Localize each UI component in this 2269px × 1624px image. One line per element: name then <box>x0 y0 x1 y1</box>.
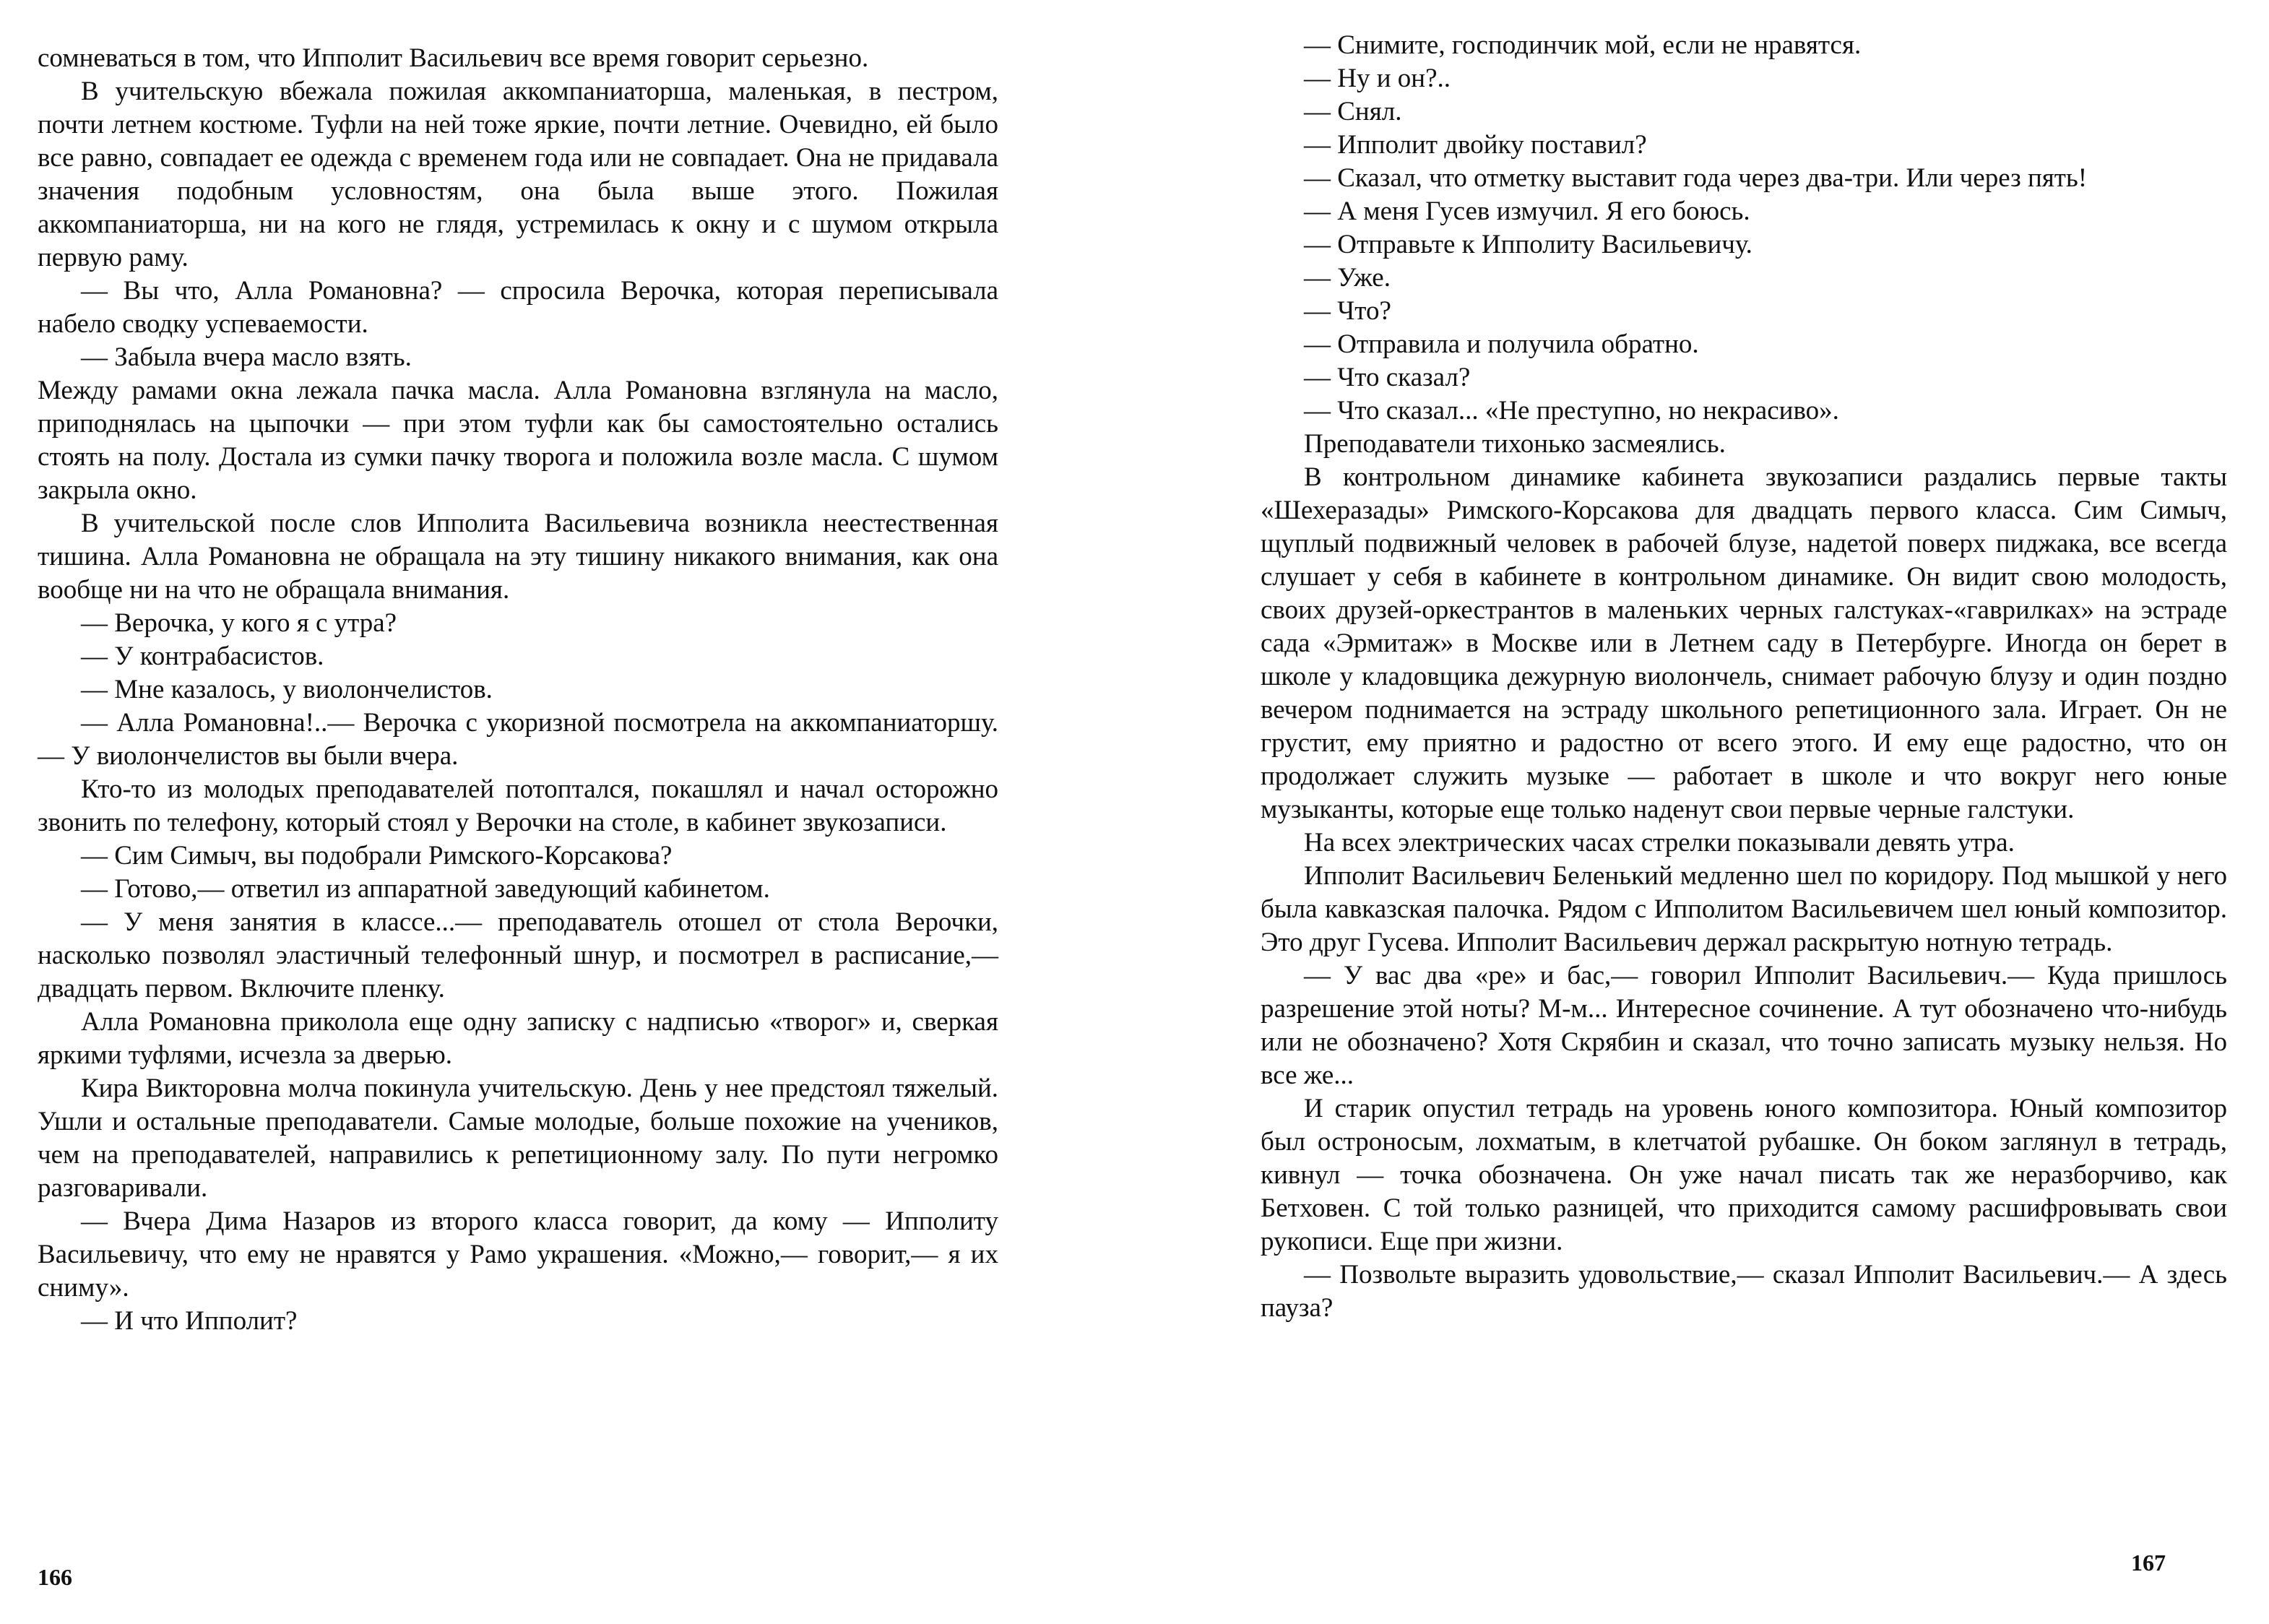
right-page-number: 167 <box>2131 1550 2166 1576</box>
paragraph: — Готово,— ответил из аппаратной заведующий кабинетом. <box>81 874 770 904</box>
right-page-text <box>1261 29 2227 1325</box>
paragraph: Преподаватели тихонько засмеялись. <box>1304 429 1726 459</box>
paragraph: — И что Ипполит? <box>81 1306 298 1336</box>
paragraph: И старик опустил тетрадь на уровень юного композитора. Юный композитор был остроносым, лохматым, в клетчатой рубашке. Он боком заглянул в тетрадь, кивнул — точка обозначена. Он уже начал писать так же неразборчиво, как Бетховен. С той только разницей, что приходится самому расшифровывать свои рукописи. Еще при жизни. <box>1261 1094 2227 1256</box>
paragraph: — Уже. <box>1304 263 1391 293</box>
paragraph: Кира Викторовна молча покинула учительскую. День у нее предстоял тяжелый. Ушли и остальные преподаватели. Самые молодые, больше похожие на учеников, чем на преподавателей, направились к репетиционному залу. По пути негромко разговаривали. <box>38 1074 998 1203</box>
paragraph: — Что сказал... «Не преступно, но некрасиво». <box>1304 396 1839 426</box>
left-page-number: 166 <box>38 1564 72 1590</box>
paragraph: В учительской после слов Ипполита Васильевича возникла неестественная тишина. Алла Романовна не обращала на эту тишину никакого внимания, как она вообще ни на что не обращала внимания. <box>38 509 998 605</box>
paragraph: — Отправила и получила обратно. <box>1304 329 1699 359</box>
paragraph: — У вас два «ре» и бас,— говорил Ипполит Васильевич.— Куда пришлось разрешение этой ноты? М-м... Интересное сочинение. А тут обозначено что-нибудь или не обозначено? Хотя Скрябин и сказал, что точно записать музыку нельзя. Но все же... <box>1261 961 2227 1090</box>
paragraph: — У меня занятия в классе...— преподаватель отошел от стола Верочки, насколько позволял эластичный телефонный шнур, и посмотрел в расписание,— двадцать первом. Включите пленку. <box>38 907 998 1003</box>
paragraph: — Позвольте выразить удовольствие,— сказал Ипполит Васильевич.— А здесь пауза? <box>1261 1260 2227 1323</box>
paragraph: В контрольном динамике кабинета звукозаписи раздались первые такты «Шехеразады» Римского-Корсакова для двадцать первого класса. Сим Симыч, щуплый подвижный человек в рабочей блузе, надетой поверх пиджака, все всегда слушает у себя в кабинете в контрольном динамике. Он видит свою молодость, своих друзей-оркестрантов в маленьких черных галстуках-«гаврилках» на эстраде сада «Эрмитаж» в Москве или в Летнем саду в Петербурге. Иногда он берет в школе у кладовщика дежурную виолончель, снимает рабочую блузу и один поздно вечером поднимается на эстраду школьного репетиционного зала. Играет. Он не грустит, ему приятно и радостно от всего этого. И ему еще радостно, что он продолжает служить музыке — работает в школе и что вокруг него юные музыканты, которые еще только наденут свои первые черные галстуки. <box>1261 462 2227 824</box>
paragraph: — Сказал, что отметку выставит года через два-три. Или через пять! <box>1304 163 2088 193</box>
paragraph: — Ну и он?.. <box>1304 64 1451 93</box>
paragraph: — Вчера Дима Назаров из второго класса говорит, да кому — Ипполиту Васильевичу, что ему не нравятся у Рамо украшения. «Можно,— говорит,— я их сниму». <box>38 1206 998 1303</box>
paragraph: В учительскую вбежала пожилая аккомпаниаторша, маленькая, в пестром, почти летнем костюме. Туфли на ней тоже яркие, почти летние. Очевидно, ей было все равно, совпадает ее одежда с временем года или не совпадает. Она не придавала значения подобным условностям, она была выше этого. Пожилая аккомпаниаторша, ни на кого не глядя, устремилась к окну и с шумом открыла первую раму. <box>38 77 998 272</box>
paragraph: — Что? <box>1304 296 1391 326</box>
paragraph: — Ипполит двойку поставил? <box>1304 130 1647 160</box>
paragraph: — Верочка, у кого я с утра? <box>81 608 397 638</box>
paragraph: — Отправьте к Ипполиту Васильевичу. <box>1304 230 1752 259</box>
paragraph: — Мне казалось, у виолончелистов. <box>81 675 493 704</box>
paragraph: — Сим Симыч, вы подобрали Римского-Корсакова? <box>81 841 673 871</box>
paragraph: — Забыла вчера масло взять. <box>81 342 412 372</box>
paragraph: — Что сказал? <box>1304 363 1471 392</box>
paragraph: сомневаться в том, что Ипполит Васильевич все время говорит серьезно. <box>38 43 869 73</box>
paragraph: — Снял. <box>1304 97 1402 126</box>
paragraph: — Снимите, господинчик мой, если не нравятся. <box>1304 30 1862 60</box>
paragraph: Между рамами окна лежала пачка масла. Алла Романовна взглянула на масло, приподнялась на цыпочки — при этом туфли как бы самостоятельно остались стоять на полу. Достала из сумки пачку творога и положила возле масла. С шумом закрыла окно. <box>38 376 998 505</box>
paragraph: На всех электрических часах стрелки показывали девять утра. <box>1304 828 2015 858</box>
right-page <box>1134 0 2269 1624</box>
left-page <box>0 0 1134 1624</box>
paragraph: — Вы что, Алла Романовна? — спросила Верочка, которая переписывала набело сводку успеваемости. <box>38 276 998 339</box>
paragraph: — У контрабасистов. <box>81 642 324 671</box>
paragraph: — Алла Романовна!..— Верочка с укоризной посмотрела на аккомпаниаторшу.— У виолончелистов вы были вчера. <box>38 708 998 771</box>
left-page-text <box>38 42 998 1338</box>
paragraph: Кто-то из молодых преподавателей потоптался, покашлял и начал осторожно звонить по телефону, который стоял у Верочки на столе, в кабинет звукозаписи. <box>38 774 998 837</box>
paragraph: — А меня Гусев измучил. Я его боюсь. <box>1304 196 1750 226</box>
paragraph: Алла Романовна приколола еще одну записку с надписью «творог» и, сверкая яркими туфлями, исчезла за дверью. <box>38 1007 998 1070</box>
paragraph: Ипполит Васильевич Беленький медленно шел по коридору. Под мышкой у него была кавказская палочка. Рядом с Ипполитом Васильевичем шел юный композитор. Это друг Гусева. Ипполит Васильевич держал раскрытую нотную тетрадь. <box>1261 861 2227 957</box>
